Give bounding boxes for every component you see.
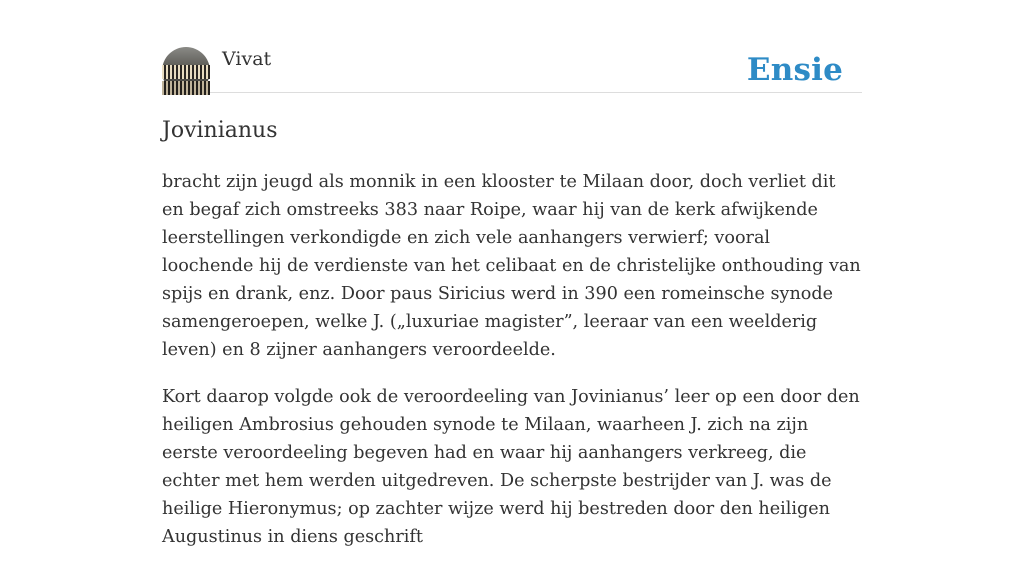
article-paragraph: bracht zijn jeugd als monnik in een klooster te Milaan door, doch verliet dit en begaf zich omstreeks 383 naar Roipe, waar hij van de kerk afwijkende leerstellingen verkondigde en zich vele aanhangers verwierf; vooral loochende hij de verdienste van het celibaat en de christelijke onthouding van spijs en drank, enz. Door paus Siricius werd in 390 een romeinsche synode samengeroepen, welke J. („luxuriae magister”, leeraar van een weelderig leven) en 8 zijner aanhangers veroordeelde. xyxy=(162,172,861,360)
author-name[interactable]: Vivat xyxy=(222,48,272,70)
brand-logo[interactable]: Ensie xyxy=(746,52,843,88)
article-paragraph: Kort daarop volgde ook de veroordeeling van Jovinianus’ leer op een door den heiligen Ambrosius gehouden synode te Milaan, waarheen J. zich na zijn eerste veroordeeling begeven had en waar hij aanhangers verkreeg, die echter met hem werden uitgedreven. De scherpste bestrijder van J. was de heilige Hieronymus; op zachter wijze werd hij bestreden door den heiligen Augustinus in diens geschrift xyxy=(162,387,860,547)
page-title: Jovinianus xyxy=(162,118,278,143)
article-body xyxy=(162,168,862,570)
bookshelf-lower-shelf xyxy=(162,81,210,95)
bookshelf-avatar-icon xyxy=(162,65,210,79)
author-avatar[interactable] xyxy=(162,47,210,95)
header xyxy=(162,46,862,93)
